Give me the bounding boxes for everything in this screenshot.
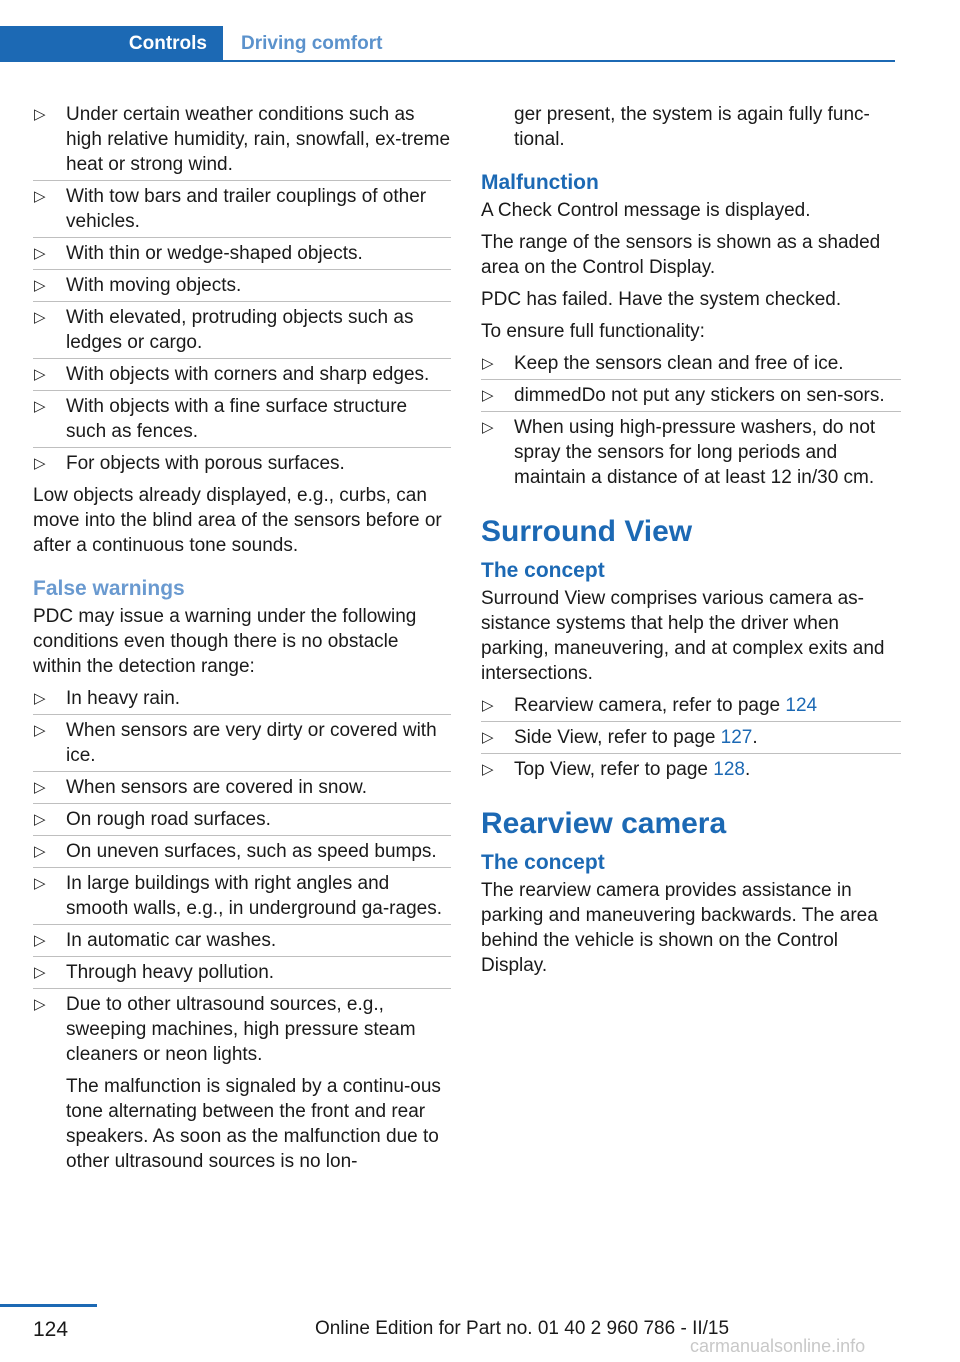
triangle-bullet-icon: ▷ bbox=[34, 811, 46, 828]
false-warnings-intro: PDC may issue a warning under the following conditions even though there is no obstacle within the detection range: bbox=[33, 606, 417, 677]
triangle-bullet-icon: ▷ bbox=[482, 355, 494, 372]
limitations-list bbox=[33, 102, 451, 476]
right-column bbox=[481, 102, 901, 985]
triangle-bullet-icon: ▷ bbox=[482, 697, 494, 714]
list-item: ▷ Rearview camera, refer to page 124 bbox=[481, 693, 901, 718]
rearview-concept-text: The rearview camera provides assistance in parking and maneuvering backwards. The area behind the vehicle is shown on the Control Display. bbox=[481, 880, 878, 976]
malfunction-text-4: To ensure full functionality: bbox=[481, 321, 705, 342]
triangle-bullet-icon: ▷ bbox=[34, 690, 46, 707]
list-item: ▷ Through heavy pollution. bbox=[33, 960, 451, 985]
list-item: ▷ With moving objects. bbox=[33, 273, 451, 298]
malfunction-text-1: A Check Control message is displayed. bbox=[481, 200, 811, 221]
section-tab: Controls bbox=[0, 26, 223, 61]
list-item: ▷ In automatic car washes. bbox=[33, 928, 451, 953]
list-item: ▷ Keep the sensors clean and free of ice. bbox=[481, 351, 901, 376]
triangle-bullet-icon: ▷ bbox=[482, 729, 494, 746]
list-item: ▷ With thin or wedge-shaped objects. bbox=[33, 241, 451, 266]
false-warnings-list bbox=[33, 686, 451, 1174]
surround-view-heading: Surround View bbox=[481, 515, 693, 548]
list-item: ▷ With objects with a fine surface structure such as fences. bbox=[33, 394, 451, 444]
triangle-bullet-icon: ▷ bbox=[34, 964, 46, 981]
list-item: ▷ Due to other ultrasound sources, e.g., sweeping machines, high pressure steam cleaners or neon lights. The malfunction is signaled by a continu‐ous tone alternating between the front and rear speakers. As soon as the malfunction due to other ultrasound sources is no lon‐ bbox=[33, 992, 451, 1174]
triangle-bullet-icon: ▷ bbox=[482, 761, 494, 778]
list-item: ▷ Under certain weather conditions such as high relative humidity, rain, snowfall, ex‐treme heat or strong wind. bbox=[33, 102, 451, 177]
malfunction-text-2: The range of the sensors is shown as a shaded area on the Control Display. bbox=[481, 232, 881, 278]
header-rule bbox=[0, 60, 895, 62]
list-item: ▷ Side View, refer to page 127. bbox=[481, 725, 901, 750]
footer-rule bbox=[0, 1304, 97, 1307]
triangle-bullet-icon: ▷ bbox=[482, 419, 494, 436]
list-item: ▷ On rough road surfaces. bbox=[33, 807, 451, 832]
rearview-concept-heading: The concept bbox=[481, 851, 605, 874]
page-link[interactable]: 127 bbox=[720, 727, 753, 748]
list-item: ▷ In large buildings with right angles and smooth walls, e.g., in underground ga‐rages. bbox=[33, 871, 451, 921]
triangle-bullet-icon: ▷ bbox=[34, 875, 46, 892]
triangle-bullet-icon: ▷ bbox=[34, 932, 46, 949]
triangle-bullet-icon: ▷ bbox=[34, 106, 46, 123]
triangle-bullet-icon: ▷ bbox=[34, 996, 46, 1013]
triangle-bullet-icon: ▷ bbox=[34, 245, 46, 262]
camera-systems-list bbox=[481, 693, 901, 782]
surround-concept-text: Surround View comprises various camera as‐sistance systems that help the driver when parking, maneuvering, and at complex exits and intersections. bbox=[481, 588, 885, 684]
list-item: ▷ When sensors are covered in snow. bbox=[33, 775, 451, 800]
list-item: ▷ In heavy rain. bbox=[33, 686, 451, 711]
list-item: ▷ Top View, refer to page 128. bbox=[482, 759, 751, 780]
false-warnings-heading: False warnings bbox=[33, 577, 185, 600]
list-item: ▷ With tow bars and trailer couplings of other vehicles. bbox=[33, 184, 451, 234]
page-link[interactable]: 124 bbox=[785, 695, 818, 716]
triangle-bullet-icon: ▷ bbox=[34, 366, 46, 383]
edition-text: Online Edition for Part no. 01 40 2 960 786 - II/15 bbox=[315, 1318, 730, 1339]
functionality-list bbox=[481, 351, 901, 490]
malfunction-heading: Malfunction bbox=[481, 171, 599, 194]
left-column bbox=[33, 102, 451, 1181]
list-item: ▷ On uneven surfaces, such as speed bumps. bbox=[33, 839, 451, 864]
blind-area-paragraph: Low objects already displayed, e.g., curbs, can move into the blind area of the sensors before or after a continuous tone sounds. bbox=[33, 485, 442, 556]
subsection-tab: Driving comfort bbox=[241, 32, 383, 54]
triangle-bullet-icon: ▷ bbox=[34, 398, 46, 415]
list-item: ▷ For objects with porous surfaces. bbox=[34, 453, 345, 474]
list-item: ▷ With objects with corners and sharp edges. bbox=[33, 362, 451, 387]
triangle-bullet-icon: ▷ bbox=[34, 843, 46, 860]
continued-text: ger present, the system is again fully func‐tional. bbox=[514, 104, 870, 150]
watermark: carmanualsonline.info bbox=[690, 1336, 866, 1356]
page-link[interactable]: 128 bbox=[713, 759, 745, 780]
surround-concept-heading: The concept bbox=[481, 559, 605, 582]
triangle-bullet-icon: ▷ bbox=[34, 277, 46, 294]
list-item: ▷ When sensors are very dirty or covered with ice. bbox=[33, 718, 451, 768]
list-item: ▷ dimmedDo not put any stickers on sen‐sors. bbox=[481, 383, 901, 408]
page-number: 124 bbox=[33, 1318, 69, 1341]
rearview-camera-heading: Rearview camera bbox=[481, 807, 727, 840]
malfunction-text-3: PDC has failed. Have the system checked. bbox=[481, 289, 842, 310]
triangle-bullet-icon: ▷ bbox=[34, 722, 46, 739]
triangle-bullet-icon: ▷ bbox=[482, 387, 494, 404]
list-item: ▷ With elevated, protruding objects such as ledges or cargo. bbox=[33, 305, 451, 355]
triangle-bullet-icon: ▷ bbox=[34, 188, 46, 205]
malfunction-signal-note: The malfunction is signaled by a continu‐ous tone alternating between the front and rear speakers. As soon as the malfunction due to other ultrasound sources is no lon‐ bbox=[66, 1076, 441, 1172]
page-header bbox=[0, 26, 895, 61]
triangle-bullet-icon: ▷ bbox=[34, 455, 46, 472]
list-item: ▷ When using high-pressure washers, do not spray the sensors for long periods and maintain a distance of at least 12 in/30 cm. bbox=[482, 417, 876, 488]
triangle-bullet-icon: ▷ bbox=[34, 309, 46, 326]
triangle-bullet-icon: ▷ bbox=[34, 779, 46, 796]
